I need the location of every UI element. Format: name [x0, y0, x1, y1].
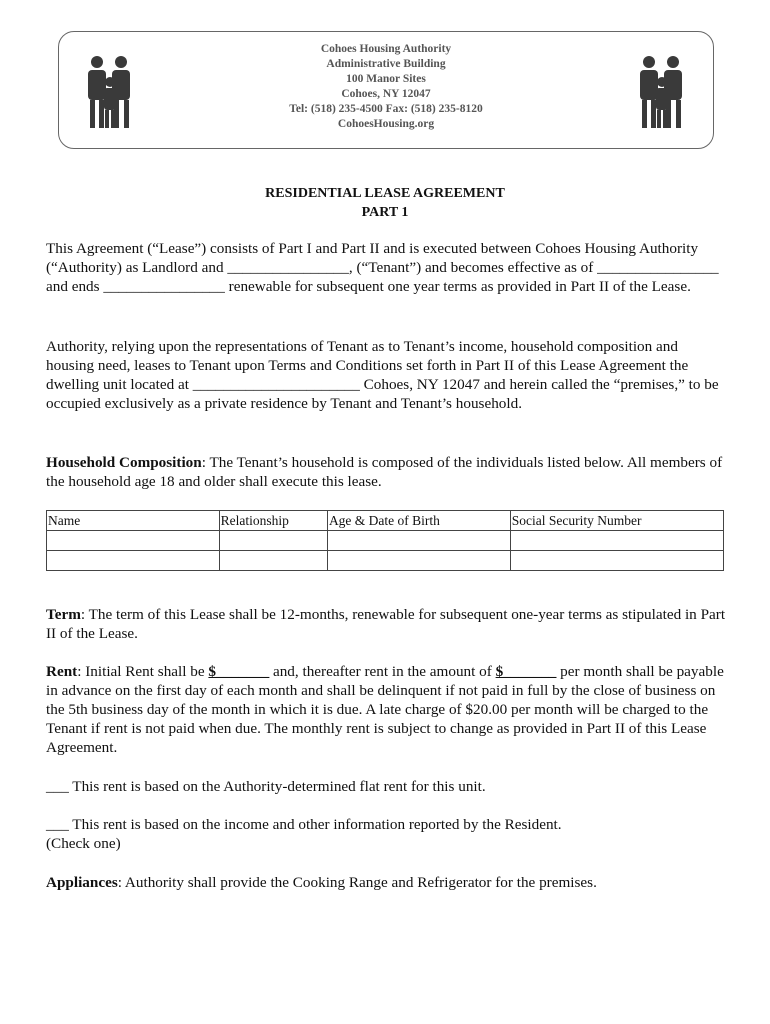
- column-header-name: Name: [47, 511, 220, 531]
- rent-text-c: per month shall be payable in advance on the first day of each month and shall be delinquent if not paid in full by the close of business on the 5th business day of the month in which it is due. A late charge of $20.00 per month will be charged to the Tenant if rent is not paid when due. The monthly rent is subject to change as provided in Part II of this Lease Agreement.: [46, 663, 724, 756]
- table-cell[interactable]: [219, 531, 327, 551]
- title-line-2: PART 1: [361, 205, 409, 220]
- intro-paragraph: This Agreement (“Lease”) consists of Part I and Part II and is executed between Cohoes Housing Authority (“Authority) as Landlord and ________________, (“Tenant”) and becomes effective as of ________________ and ends ________________ renewable for subsequent one year terms as provided in Part II of the Lease.: [46, 240, 719, 295]
- income-rent-option[interactable]: ___ This rent is based on the income and other information reported by the Resident.: [46, 816, 562, 833]
- letterhead-address: [59, 42, 713, 132]
- rent-text-b: and, thereafter rent in the amount of: [269, 663, 496, 680]
- term-paragraph: [46, 605, 726, 643]
- column-header-relationship: Relationship: [219, 511, 327, 531]
- appliances-heading: Appliances: [46, 874, 118, 891]
- term-text: : The term of this Lease shall be 12-months, renewable for subsequent one-year terms as stipulated in Part II of the Lease.: [46, 606, 726, 642]
- column-header-ssn: Social Security Number: [510, 511, 723, 531]
- family-icon: [635, 52, 689, 132]
- household-heading: Household Composition: [46, 454, 202, 471]
- table-cell[interactable]: [47, 531, 220, 551]
- table-cell[interactable]: [219, 551, 327, 571]
- building-name: Administrative Building: [326, 58, 446, 70]
- table-cell[interactable]: [327, 551, 510, 571]
- premises-paragraph: Authority, relying upon the representations of Tenant as to Tenant’s income, household composition and housing need, leases to Tenant upon Terms and Conditions set forth in Part II of this Lease Agreement the dwelling unit located at ______________________ Cohoes, NY 12047 and herein called the “premises,” to be occupied exclusively as a private residence by Tenant and Tenant’s household.: [46, 338, 719, 412]
- flat-rent-option[interactable]: ___ This rent is based on the Authority-determined flat rent for this unit.: [46, 778, 486, 795]
- initial-rent-blank[interactable]: $_______: [208, 663, 270, 680]
- rent-heading: Rent: [46, 663, 78, 680]
- column-header-age-dob: Age & Date of Birth: [327, 511, 510, 531]
- table-cell[interactable]: [510, 531, 723, 551]
- letterhead: [58, 31, 714, 149]
- table-cell[interactable]: [510, 551, 723, 571]
- rent-paragraph: [46, 662, 726, 757]
- appliances-text: : Authority shall provide the Cooking Range and Refrigerator for the premises.: [117, 874, 597, 891]
- subsequent-rent-blank[interactable]: $_______: [495, 663, 557, 680]
- appliances-paragraph: [46, 873, 726, 892]
- table-row: [47, 551, 724, 571]
- household-text: : The Tenant’s household is composed of the individuals listed below. All members of the household age 18 and older shall execute this lease.: [46, 454, 723, 490]
- table-row: [47, 531, 724, 551]
- phone-fax: Tel: (518) 235-4500 Fax: (518) 235-8120: [289, 103, 483, 115]
- check-one-note: (Check one): [46, 835, 121, 852]
- title-line-1: RESIDENTIAL LEASE AGREEMENT: [265, 186, 505, 201]
- org-name: Cohoes Housing Authority: [320, 43, 452, 55]
- household-paragraph: [46, 453, 726, 491]
- street-address: 100 Manor Sites: [346, 73, 426, 85]
- website: CohoesHousing.org: [337, 118, 435, 130]
- city-state-zip: Cohoes, NY 12047: [341, 88, 431, 100]
- term-heading: Term: [46, 606, 81, 623]
- document-title: [0, 184, 770, 222]
- table-header-row: [47, 511, 724, 531]
- table-cell[interactable]: [327, 531, 510, 551]
- household-table: [46, 510, 724, 571]
- rent-text-a: : Initial Rent shall be: [77, 663, 209, 680]
- table-cell[interactable]: [47, 551, 220, 571]
